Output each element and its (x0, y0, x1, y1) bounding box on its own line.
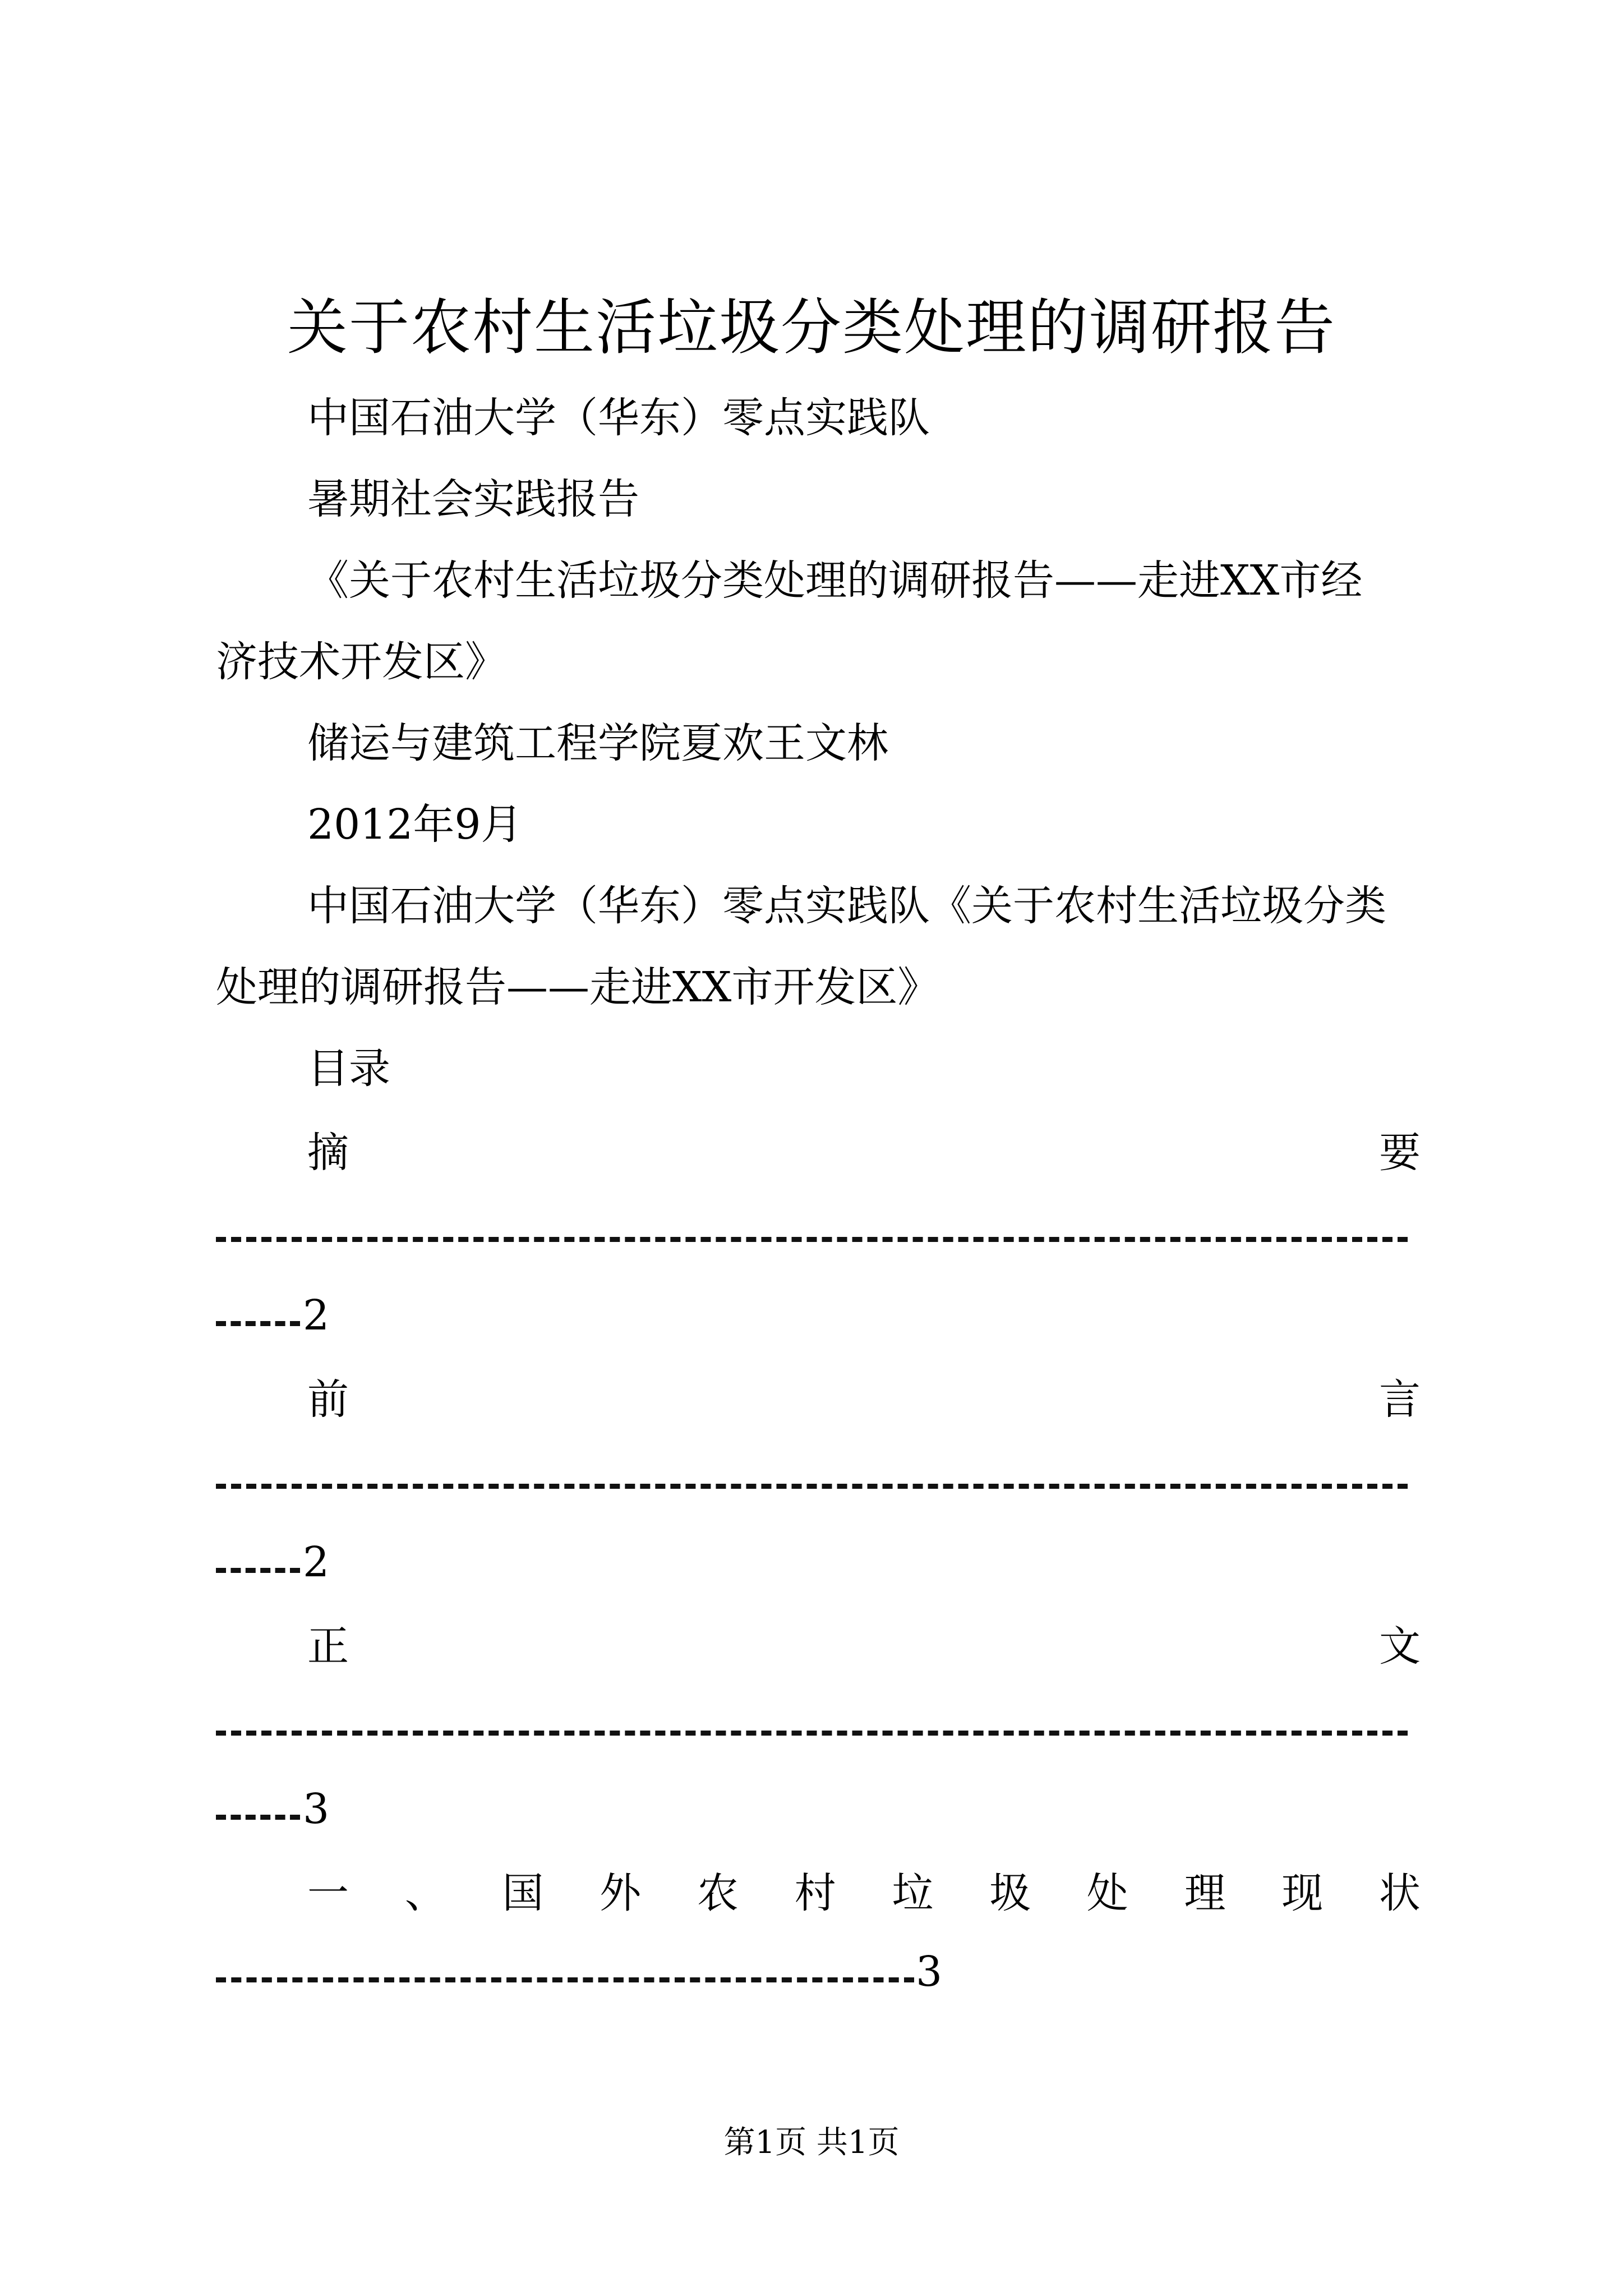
toc-leader-dashes (216, 1568, 300, 1573)
toc-section-char: 圾 (989, 1869, 1031, 1917)
subtitle-line-1: 中国石油大学（华东）零点实践队《关于农村生活垃圾分类 (307, 882, 1386, 930)
toc-section-char: 农 (697, 1869, 739, 1917)
toc-page-number: 3 (916, 1948, 943, 1996)
date-line: 2012年9月 (307, 800, 523, 849)
toc-section-char: 村 (794, 1869, 836, 1917)
toc-item-last-char: 言 (1379, 1375, 1421, 1424)
toc-leader-dashes (216, 1731, 1408, 1736)
toc-section-char: 、 (404, 1869, 446, 1917)
toc-leader-dashes (216, 1815, 300, 1820)
page-footer: 第1页 共1页 (723, 2124, 900, 2161)
toc-section-char: 垃 (892, 1869, 934, 1917)
toc-section-char: 现 (1281, 1869, 1324, 1917)
toc-section-char: 外 (600, 1869, 642, 1917)
toc-section-char: 一 (307, 1869, 349, 1917)
report-title-line-2: 济技术开发区》 (216, 638, 506, 686)
toc-section-char: 状 (1378, 1869, 1421, 1917)
toc-leader-dashes (216, 1237, 1408, 1242)
toc-item-first-char: 摘 (307, 1129, 349, 1177)
toc-heading: 目录 (307, 1045, 390, 1093)
toc-page-number: 2 (303, 1538, 330, 1586)
subtitle-line-2: 处理的调研报告——走进XX市开发区》 (216, 963, 939, 1011)
toc-item-main-text (307, 1616, 1421, 1677)
toc-item-first-char: 正 (307, 1622, 349, 1671)
toc-section-char: 理 (1184, 1869, 1226, 1917)
toc-section-char: 处 (1086, 1869, 1128, 1917)
toc-item-section-1 (307, 1862, 1421, 1924)
toc-item-first-char: 前 (307, 1375, 349, 1424)
toc-item-last-char: 要 (1379, 1129, 1421, 1177)
toc-item-preface (307, 1369, 1421, 1430)
toc-leader-dashes (216, 1484, 1408, 1489)
team-line: 中国石油大学（华东）零点实践队 (307, 394, 930, 442)
toc-leader-dashes (216, 1977, 914, 1982)
toc-leader-dashes (216, 1321, 300, 1326)
toc-page-number: 3 (303, 1785, 330, 1833)
report-title-line-1: 《关于农村生活垃圾分类处理的调研报告——走进XX市经 (307, 556, 1363, 605)
toc-item-abstract (307, 1122, 1421, 1184)
toc-page-number: 2 (303, 1291, 330, 1340)
document-title: 关于农村生活垃圾分类处理的调研报告 (287, 293, 1336, 363)
report-type-line: 暑期社会实践报告 (307, 475, 639, 523)
toc-item-last-char: 文 (1379, 1622, 1421, 1671)
toc-section-char: 国 (502, 1869, 544, 1917)
authors-line: 储运与建筑工程学院夏欢王文林 (307, 719, 888, 767)
